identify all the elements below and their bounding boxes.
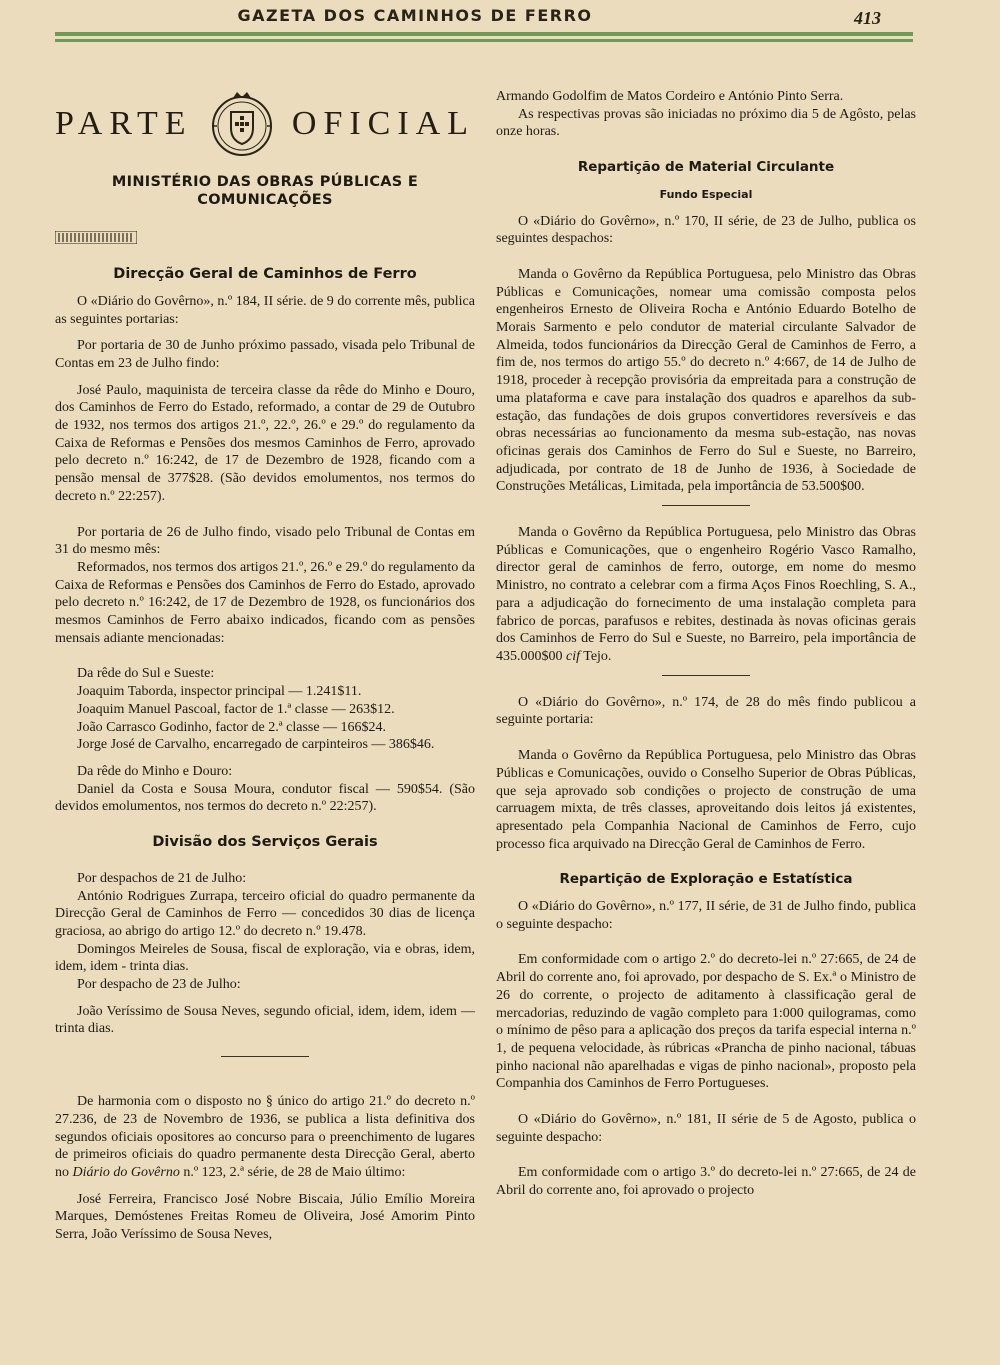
- paragraph: António Rodrigues Zurrapa, terceiro oficial do quadro permanente da Direcção Geral de Caminhos de Ferro — concedidos 30 dias de licença graciosa, ao abrigo do artigo 12.º do decreto n.º 19.478.: [55, 888, 475, 939]
- paragraph: O «Diário do Govêrno», n.º 177, II série, de 31 de Julho findo, publica o seguinte despacho:: [496, 899, 916, 932]
- exploracao-heading: Repartição de Exploração e Estatística: [559, 871, 853, 888]
- ministry-heading: MINISTÉRIO DAS OBRAS PÚBLICAS E COMUNICAÇÕES: [111, 174, 419, 208]
- paragraph: O «Diário do Govêrno», n.º 184, II série. de 9 do corrente mês, publica as seguintes portarias:: [55, 293, 475, 327]
- paragraph: Reformados, nos termos dos artigos 21.º, 26.º e 29.º do regulamento da Caixa de Reformas e Pensões dos Caminhos de Ferro do Estado, aprovado pelo decreto n.º 16:242, de 17 de Dezembro de 1928, os funcionários dos mesmos Caminhos de Ferro abaixo indicados, ficando com as pensões mensais adiante mencionadas:: [55, 559, 475, 646]
- paragraph: Em conformidade com o artigo 3.º do decreto-lei n.º 27:665, de 24 de Abril do corrente ano, foi aprovado o projecto: [496, 1165, 916, 1199]
- parte-oficial-banner: [55, 88, 475, 160]
- right-column: [496, 88, 916, 1200]
- paragraph: O «Diário do Govêrno», n.º 174, de 28 do mês findo publicou a seguinte portaria:: [496, 694, 916, 728]
- ornament-divider: [55, 231, 137, 244]
- paragraph: José Paulo, maquinista de terceira classe da rêde do Minho e Douro, dos Caminhos de Ferro do Estado, reformado, a contar de 29 de Outubro de 1932, nos termos dos artigos 21.º, 22.º, 26.º e 29.º do regulamento da Caixa de Reformas e Pensões dos mesmos Caminhos de Ferro, aprovado pelo decreto n.º 16:242, de 17 de Dezembro de 1928, ficando com a pensão mensal de 377$28. (São devidos emolumentos, nos termos do decreto n.º 22:257).: [55, 382, 475, 504]
- pension-entry: João Carrasco Godinho, factor de 2.ª classe — 166$24.: [77, 719, 387, 735]
- parte-word: PARTE: [55, 105, 193, 143]
- paragraph: Manda o Govêrno da República Portuguesa, pelo Ministro das Obras Públicas e Comunicações, nomear uma comissão composta pelos engenheiros Ernesto de Oliveira Rocha e António Eduardo Botelho de Morais Sarmento e pelo condutor de material circulante Salvador de Almeida, todos funcionários da Direcção Geral de Caminhos de Ferro, a fim de, nos termos do artigo 55.º do decreto n.º 4:667, de 14 de Julho de 1918, proceder à recepção provisória da empreitada para a construção de uma plataforma e cave para instalação dos quadros e aparelhos da sub-estação, das fundações de dois grupos convertidores reversíveis e das obras necessárias ao funcionamento da mesma sub-estação, nas novas oficinas gerais dos Caminhos de Ferro do Sul e Sueste, no Barreiro, adjudicada, por contrato de 18 de Junho de 1936, à Sociedade de Construções Metálicas, Limitada, pela importância de 53.500$00.: [496, 266, 916, 495]
- paragraph: Manda o Govêrno da República Portuguesa, pelo Ministro das Obras Públicas e Comunicações, que o engenheiro Rogério Vasco Ramalho, director geral de caminhos de ferro, outorge, em nome do mesmo Ministro, no contrato a celebrar com a firma Aços Finos Roechling, S. A., para a adjudicação do fornecimento de uma instalação completa para fabrico de porcas, parafusos e rebites, destinada às novas oficinas gerais dos Caminhos de Ferro do Sul e Sueste, no Barreiro, pela importância de 435.000$00 cif Tejo.: [496, 525, 916, 664]
- paragraph: Armando Godolfim de Matos Cordeiro e António Pinto Serra.: [496, 89, 844, 104]
- paragraph: João Veríssimo de Sousa Neves, segundo oficial, idem, idem, idem — trinta dias.: [55, 1003, 475, 1037]
- divisao-heading: Divisão dos Serviços Gerais: [152, 834, 378, 851]
- paragraph: Por despacho de 23 de Julho:: [77, 977, 241, 993]
- paragraph: Por portaria de 30 de Junho próximo passado, visada pelo Tribunal de Contas em 23 de Julho findo:: [55, 338, 475, 371]
- journal-title: GAZETA DOS CAMINHOS DE FERRO: [237, 6, 593, 25]
- paragraph: Da rêde do Minho e Douro:: [77, 763, 233, 779]
- pension-entry: Jorge José de Carvalho, encarregado de carpinteiros — 386$46.: [77, 737, 435, 753]
- pension-entry: Joaquim Manuel Pascoal, factor de 1.ª classe — 263$12.: [77, 701, 395, 717]
- paragraph: As respectivas provas são iniciadas no próximo dia 5 de Agôsto, pelas onze horas.: [496, 106, 916, 140]
- paragraph: De harmonia com o disposto no § único do artigo 21.º do decreto n.º 27.236, de 23 de Novembro de 1936, se publica a lista definitiva dos segundos oficiais opositores ao concurso para o preenchimento de lugares de primeiros oficiais do quadro permanente desta Direcção Geral, aberto no Diário do Govêrno n.º 123, 2.ª série, de 28 de Maio último:: [55, 1094, 475, 1180]
- header-rule-top: [55, 32, 913, 36]
- paragraph: José Ferreira, Francisco José Nobre Biscaia, Júlio Emílio Moreira Marques, Demóstenes Freitas Romeu de Oliveira, José Amorim Pinto Serra, João Veríssimo de Sousa Neves,: [55, 1191, 475, 1243]
- paragraph: Domingos Meireles de Sousa, fiscal de exploração, via e obras, idem, idem, idem - trinta dias.: [55, 941, 475, 975]
- paragraph: Por portaria de 26 de Julho findo, visado pelo Tribunal de Contas em 31 do mesmo mês:: [55, 524, 475, 558]
- page-number: 413: [854, 8, 881, 28]
- material-circulante-heading: Repartição de Material Circulante: [577, 159, 835, 176]
- paragraph: Manda o Govêrno da República Portuguesa, pelo Ministro das Obras Públicas e Comunicações, ouvido o Conselho Superior de Obras Públicas, que seja aprovado sob condições o projecto de construção de uma carruagem mixta, de três classes, aproveitando dois leitos já existentes, apresentado pela Companhia Nacional de Caminhos de Ferro, cujo processo fica arquivado na Direcção Geral de Caminhos de Ferro.: [496, 748, 916, 852]
- fundo-especial-heading: Fundo Especial: [659, 187, 753, 201]
- left-column: [55, 88, 475, 1244]
- paragraph: O «Diário do Govêrno», n.º 181, II série de 5 de Agosto, publica o seguinte despacho:: [496, 1112, 916, 1145]
- pension-entry: Daniel da Costa e Sousa Moura, condutor fiscal — 590$54. (São devidos emolumentos, nos termos do decreto n.º 22:257).: [55, 781, 475, 815]
- paragraph: Por despachos de 21 de Julho:: [77, 870, 247, 886]
- paragraph: Em conformidade com o artigo 2.º do decreto-lei n.º 27:665, de 24 de Abril do corrente ano, foi aprovado, por despacho de S. Ex.ª o Ministro de 26 do corrente, o projecto de aditamento à classificação geral de mercadorias, reduzindo de vagão completo para 1:000 quilogramas, como o mínimo de pêso para a aplicação dos preços da tarifa especial interna n.º 1, de pequena velocidade, às rúbricas «Prancha de pinho nacional, tábuas pinho nacional não aparelhadas e vigas de pinho nacional», proposto pela Companhia dos Caminhos de Ferro Portugueses.: [496, 952, 916, 1092]
- paragraph: Da rêde do Sul e Sueste:: [77, 666, 215, 682]
- header-rule-bottom: [55, 39, 913, 42]
- coat-of-arms-icon: [203, 88, 281, 160]
- paragraph: O «Diário do Govêrno», n.º 170, II série, de 23 de Julho, publica os seguintes despachos:: [496, 213, 916, 247]
- direccao-geral-heading: Direcção Geral de Caminhos de Ferro: [113, 266, 417, 283]
- pension-entry: Joaquim Taborda, inspector principal — 1.241$11.: [77, 684, 362, 700]
- oficial-word: OFICIAL: [291, 105, 475, 143]
- page-header: [55, 6, 913, 44]
